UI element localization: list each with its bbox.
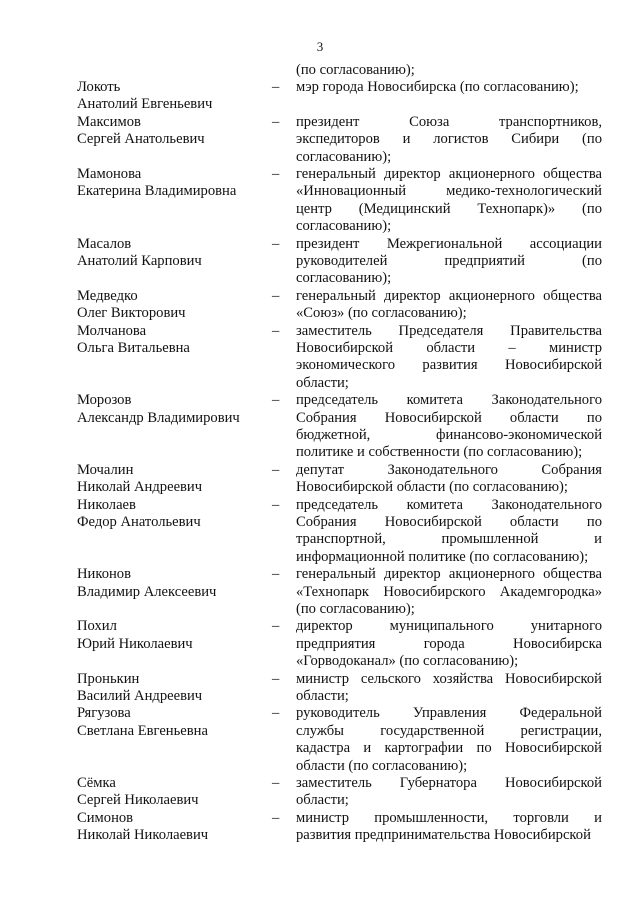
member-position xyxy=(296,236,602,288)
page-number: 3 xyxy=(316,39,324,54)
member-given-names: Николай Андреевич xyxy=(77,479,203,496)
member-surname: Рягузова xyxy=(77,705,131,722)
position-line: заместитель Губернатора Новосибирской xyxy=(296,775,602,791)
position-line: бюджетной, финансово-экономической xyxy=(296,427,602,443)
position-line: руководитель Управления Федеральной xyxy=(296,705,602,722)
position-line: президент Межрегиональной ассоциации xyxy=(296,235,602,252)
member-position xyxy=(296,671,602,706)
position-line: службы государственной регистрации, xyxy=(296,722,602,739)
position-line: согласованию); xyxy=(296,148,392,165)
member-position xyxy=(296,705,602,775)
dash-separator: – xyxy=(272,705,280,722)
position-line: «Инновационный медико-технологический xyxy=(296,183,602,200)
position-line: области; xyxy=(296,688,349,704)
position-line: политике и собственности (по согласованию); xyxy=(296,444,583,461)
dash-separator: – xyxy=(272,461,280,478)
member-given-names: Светлана Евгеньевна xyxy=(77,722,208,739)
position-line: области; xyxy=(296,792,349,809)
member-name xyxy=(77,166,267,201)
member-given-names: Ольга Витальевна xyxy=(77,340,190,356)
position-line: согласованию); xyxy=(296,270,392,287)
dash-separator: – xyxy=(272,809,280,826)
member-surname: Мамонова xyxy=(77,166,142,182)
member-name xyxy=(77,671,267,706)
member-given-names: Юрий Николаевич xyxy=(77,635,193,652)
member-position xyxy=(296,775,602,810)
position-line: развития предпринимательства Новосибирской xyxy=(296,827,591,844)
member-name xyxy=(77,79,267,114)
position-line: предприятия города Новосибирска xyxy=(296,635,602,652)
member-name xyxy=(77,497,267,532)
position-line: центр (Медицинский Технопарк)» (по xyxy=(296,200,602,217)
member-given-names: Екатерина Владимировна xyxy=(77,183,237,200)
member-given-names: Владимир Алексеевич xyxy=(77,583,217,600)
member-name xyxy=(77,566,267,601)
member-given-names: Олег Викторович xyxy=(77,305,186,322)
position-line: «Горводоканал» (по согласованию); xyxy=(296,653,519,670)
member-position xyxy=(296,810,602,845)
position-line: области (по согласованию); xyxy=(296,757,468,774)
member-surname: Симонов xyxy=(77,809,134,826)
position-line: Новосибирской области – министр xyxy=(296,340,602,356)
position-line: (по согласованию); xyxy=(296,601,415,617)
position-line: мэр города Новосибирска (по согласованию); xyxy=(296,79,579,95)
position-line: председатель комитета Законодательного xyxy=(296,392,602,409)
dash-separator: – xyxy=(272,566,280,583)
dash-separator: – xyxy=(272,79,280,95)
position-line: президент Союза транспортников, xyxy=(296,113,602,130)
position-line: информационной политике (по согласованию); xyxy=(296,548,589,565)
member-given-names: Николай Николаевич xyxy=(77,827,209,844)
dash-separator: – xyxy=(272,235,280,252)
position-line: области; xyxy=(296,374,349,391)
member-position xyxy=(296,323,602,393)
dash-separator: – xyxy=(272,287,280,304)
member-surname: Сёмка xyxy=(77,775,116,791)
continuation-line: (по согласованию); xyxy=(296,62,415,78)
dash-separator: – xyxy=(272,496,280,513)
position-line: депутат Законодательного Собрания xyxy=(296,461,602,478)
member-position xyxy=(296,462,602,497)
member-given-names: Василий Андреевич xyxy=(77,688,203,704)
member-name xyxy=(77,114,267,149)
member-position xyxy=(296,618,602,670)
dash-separator: – xyxy=(272,392,280,409)
position-line: транспортной, промышленной и xyxy=(296,531,602,548)
member-surname: Локоть xyxy=(77,79,121,95)
member-surname: Пронькин xyxy=(77,670,140,687)
dash-separator: – xyxy=(272,322,280,339)
member-position xyxy=(296,114,602,166)
member-position xyxy=(296,497,602,567)
dash-separator: – xyxy=(272,670,280,687)
position-line: согласованию); xyxy=(296,218,392,235)
position-line: генеральный директор акционерного общества xyxy=(296,566,602,583)
dash-separator: – xyxy=(272,166,280,182)
dash-separator: – xyxy=(272,618,280,635)
member-name xyxy=(77,323,267,358)
member-name xyxy=(77,288,267,323)
member-position xyxy=(296,79,602,96)
member-surname: Морозов xyxy=(77,392,132,409)
member-surname: Молчанова xyxy=(77,322,147,339)
continuation-text xyxy=(296,62,602,79)
position-line: министр промышленности, торговли и xyxy=(296,809,602,826)
member-given-names: Сергей Анатольевич xyxy=(77,131,205,148)
member-given-names: Александр Владимирович xyxy=(77,409,240,426)
member-position xyxy=(296,288,602,323)
position-line: директор муниципального унитарного xyxy=(296,618,602,635)
member-surname: Мочалин xyxy=(77,461,134,478)
member-name xyxy=(77,775,267,810)
position-line: экономического развития Новосибирской xyxy=(296,357,602,374)
position-line: экспедиторов и логистов Сибири (по xyxy=(296,131,602,148)
member-name xyxy=(77,392,267,427)
position-line: Собрания Новосибирской области по xyxy=(296,409,602,426)
member-name xyxy=(77,810,267,845)
position-line: кадастра и картографии по Новосибирской xyxy=(296,740,602,757)
dash-separator: – xyxy=(272,775,280,791)
position-line: Новосибирской области (по согласованию); xyxy=(296,479,568,496)
position-line: министр сельского хозяйства Новосибирской xyxy=(296,670,602,687)
member-given-names: Анатолий Евгеньевич xyxy=(77,96,213,113)
position-line: генеральный директор акционерного общества xyxy=(296,166,602,182)
member-given-names: Сергей Николаевич xyxy=(77,792,199,809)
position-line: Собрания Новосибирской области по xyxy=(296,514,602,530)
member-name xyxy=(77,705,267,740)
position-line: председатель комитета Законодательного xyxy=(296,496,602,513)
member-surname: Медведко xyxy=(77,287,138,304)
member-position xyxy=(296,166,602,236)
member-surname: Никонов xyxy=(77,566,131,583)
position-line: генеральный директор акционерного общества xyxy=(296,287,602,304)
member-given-names: Анатолий Карпович xyxy=(77,253,202,269)
member-name xyxy=(77,236,267,271)
member-name xyxy=(77,618,267,653)
member-surname: Максимов xyxy=(77,113,141,130)
member-surname: Масалов xyxy=(77,235,132,252)
position-line: «Союз» (по согласованию); xyxy=(296,305,467,322)
dash-separator: – xyxy=(272,113,280,130)
position-line: руководителей предприятий (по xyxy=(296,253,602,269)
position-line: «Технопарк Новосибирского Академгородка» xyxy=(296,583,602,600)
member-given-names: Федор Анатольевич xyxy=(77,514,201,530)
member-position xyxy=(296,392,602,462)
member-name xyxy=(77,462,267,497)
member-position xyxy=(296,566,602,618)
member-surname: Похил xyxy=(77,618,117,635)
position-line: заместитель Председателя Правительства xyxy=(296,322,602,339)
member-surname: Николаев xyxy=(77,496,136,513)
